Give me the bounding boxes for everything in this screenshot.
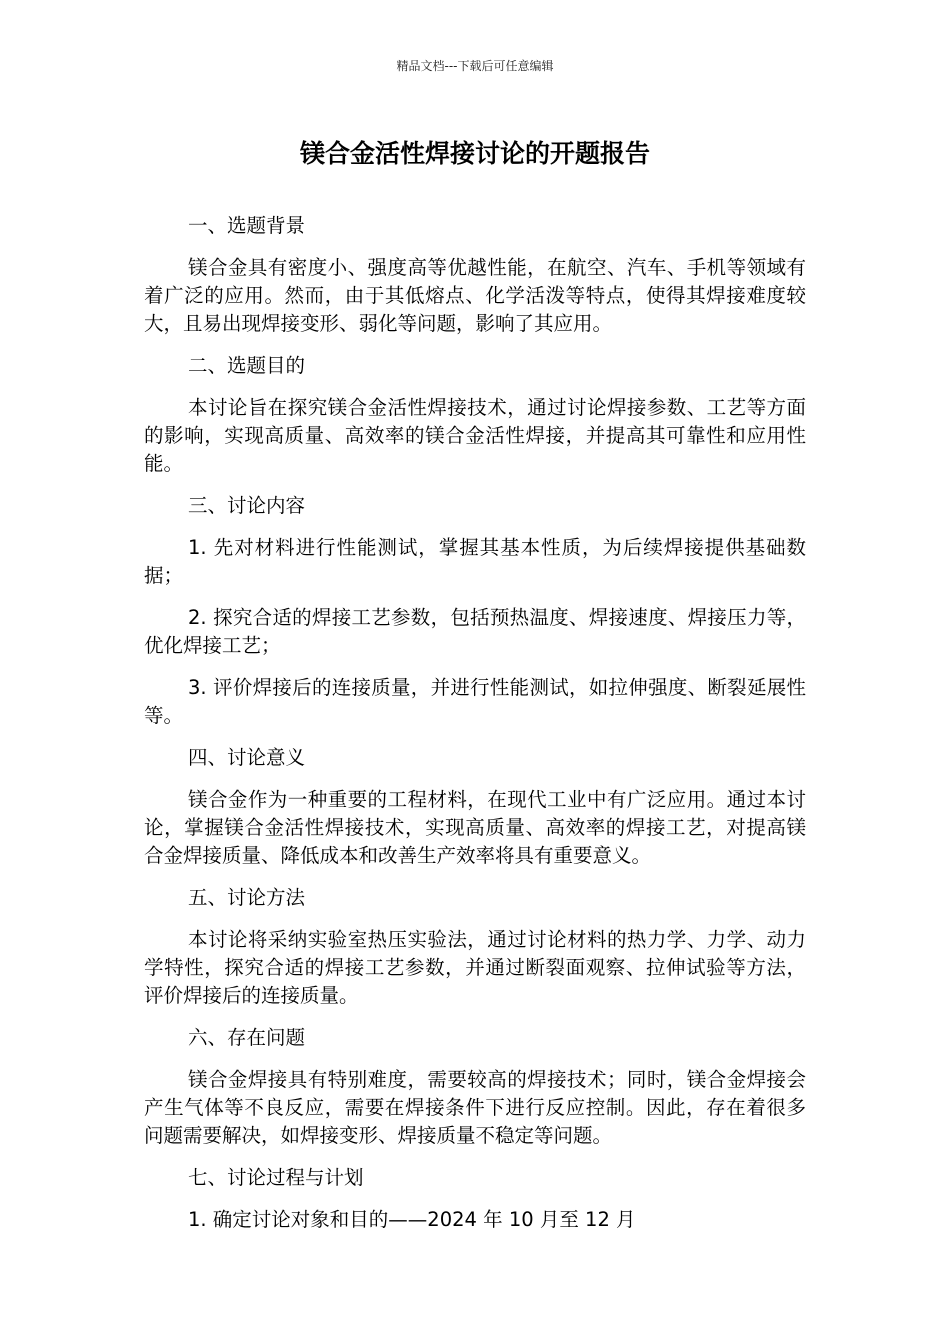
content-item-1: 1. 先对材料进行性能测试，掌握其基本性质，为后续焊接提供基础数据； (144, 536, 806, 587)
section-heading-problems: 六、存在问题 (188, 1026, 306, 1049)
document-title: 镁合金活性焊接讨论的开题报告 (299, 139, 650, 168)
section-heading-background: 一、选题背景 (188, 214, 306, 237)
document-body (144, 212, 806, 1248)
content-item-2: 2. 探究合适的焊接工艺参数，包括预热温度、焊接速度、焊接压力等，优化焊接工艺； (144, 606, 806, 657)
paragraph-problems: 镁合金焊接具有特别难度，需要较高的焊接技术；同时，镁合金焊接会产生气体等不良反应，需要在焊接条件下进行反应控制。因此，存在着很多问题需要解决，如焊接变形、焊接质量不稳定等问题。 (144, 1068, 806, 1147)
paragraph-method: 本讨论将采纳实验室热压实验法，通过讨论材料的热力学、力学、动力学特性，探究合适的焊接工艺参数，并通过断裂面观察、拉伸试验等方法，评价焊接后的连接质量。 (144, 928, 806, 1007)
section-heading-plan: 七、讨论过程与计划 (188, 1166, 364, 1189)
plan-item-1: 1. 确定讨论对象和目的——2024 年 10 月至 12 月 (188, 1208, 636, 1231)
paragraph-significance: 镁合金作为一种重要的工程材料，在现代工业中有广泛应用。通过本讨论，掌握镁合金活性焊接技术，实现高质量、高效率的焊接工艺，对提高镁合金焊接质量、降低成本和改善生产效率将具有重要意义。 (144, 788, 806, 867)
section-heading-purpose: 二、选题目的 (188, 354, 306, 377)
section-heading-significance: 四、讨论意义 (188, 746, 306, 769)
paragraph-purpose: 本讨论旨在探究镁合金活性焊接技术，通过讨论焊接参数、工艺等方面的影响，实现高质量、高效率的镁合金活性焊接，并提高其可靠性和应用性能。 (144, 396, 806, 475)
content-item-3: 3. 评价焊接后的连接质量，并进行性能测试，如拉伸强度、断裂延展性等。 (144, 676, 806, 727)
section-heading-method: 五、讨论方法 (188, 886, 306, 909)
section-heading-content: 三、讨论内容 (188, 494, 306, 517)
page-header: 精品文档---下载后可任意编辑 (396, 59, 554, 73)
paragraph-background: 镁合金具有密度小、强度高等优越性能，在航空、汽车、手机等领域有着广泛的应用。然而，由于其低熔点、化学活泼等特点，使得其焊接难度较大，且易出现焊接变形、弱化等问题，影响了其应用。 (144, 256, 806, 335)
